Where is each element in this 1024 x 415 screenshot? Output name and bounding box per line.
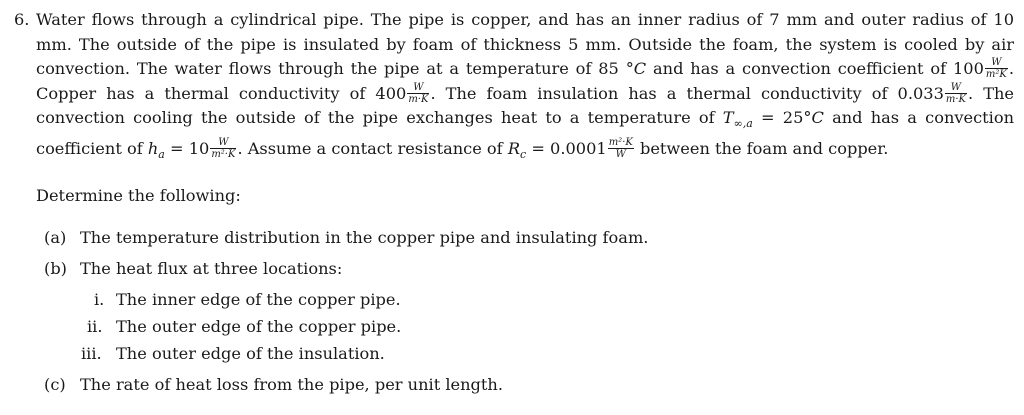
- part-b: [44, 259, 342, 278]
- frac-num: W: [210, 137, 236, 149]
- frac-num: W: [945, 82, 967, 94]
- frac-num: W: [407, 82, 429, 94]
- text-segment: . Assume a contact resistance of: [237, 138, 508, 158]
- text-segment: = 0.0001: [526, 138, 607, 158]
- lead-text: Determine the following:: [36, 186, 241, 205]
- part-text: The rate of heat loss from the pipe, per unit length.: [80, 375, 503, 394]
- fraction-w-per-mk: [945, 82, 967, 105]
- part-text: The outer edge of the copper pipe.: [116, 317, 402, 336]
- text-segment: and has a convection coefficient of: [36, 108, 1015, 158]
- part-text: The temperature distribution in the copper pipe and insulating foam.: [80, 228, 649, 247]
- text-segment: and has a convection coefficient of 100: [646, 59, 984, 78]
- part-label: (c): [44, 375, 66, 394]
- problem-paragraph: [36, 8, 1014, 167]
- frac-den: W: [615, 148, 626, 160]
- part-a: [44, 228, 648, 247]
- part-label: (b): [44, 259, 67, 278]
- unit-celsius: C: [811, 108, 824, 127]
- fraction-w-per-m2k: [210, 137, 236, 160]
- problem-number: 6.: [14, 10, 30, 29]
- text-segment: = 10: [164, 138, 210, 158]
- frac-den: m²K: [985, 69, 1007, 80]
- part-b-iii: [81, 344, 385, 363]
- part-label: iii.: [81, 344, 102, 363]
- part-text: The inner edge of the copper pipe.: [116, 290, 401, 309]
- part-label: ii.: [87, 317, 103, 336]
- frac-den: m·K: [408, 93, 429, 105]
- text-segment: . Copper has a thermal conductivity of 400: [36, 59, 1014, 103]
- frac-den: m²·K: [211, 148, 236, 160]
- fraction-w-per-m2k: [985, 57, 1008, 80]
- text-segment: . The convection cooling the outside of the pipe exchanges heat to a temperature of: [36, 83, 1015, 127]
- part-c: [44, 375, 503, 394]
- part-b-ii: [87, 317, 401, 336]
- symbol-t-subscript: ∞,a: [733, 117, 753, 131]
- frac-den: m·K: [945, 93, 967, 105]
- text-segment: between the foam and copper.: [634, 138, 889, 158]
- frac-num: W: [985, 57, 1008, 69]
- text-segment: = 25°: [752, 108, 812, 127]
- part-text: The heat flux at three locations:: [80, 259, 343, 278]
- problem-statement: [14, 8, 1014, 167]
- text-segment: . The foam insulation has a thermal conductivity of 0.033: [430, 83, 944, 103]
- fraction-m2k-per-w: [608, 137, 634, 160]
- symbol-r-subscript: c: [520, 147, 527, 161]
- part-label: (a): [44, 228, 67, 247]
- unit-celsius: C: [633, 59, 647, 78]
- frac-num: m²·K: [608, 136, 633, 148]
- part-label: i.: [94, 290, 105, 309]
- text-segment: Water flows through a cylindrical pipe. The pipe is copper, and has an inner radius of 7 mm and outer radius of 10 mm. The outside of the pipe is insulated by foam of thickness 5 mm. Outside the foam, the system is cooled by air convection. The water flows through the pipe at a temperature of 85 °: [36, 10, 1014, 78]
- fraction-w-per-mk: [407, 82, 429, 105]
- symbol-r: R: [507, 138, 521, 158]
- symbol-h-subscript: a: [158, 147, 165, 161]
- part-text: The outer edge of the insulation.: [116, 344, 385, 363]
- symbol-h: h: [147, 138, 159, 158]
- symbol-t: T: [722, 108, 734, 127]
- part-b-i: [94, 290, 401, 309]
